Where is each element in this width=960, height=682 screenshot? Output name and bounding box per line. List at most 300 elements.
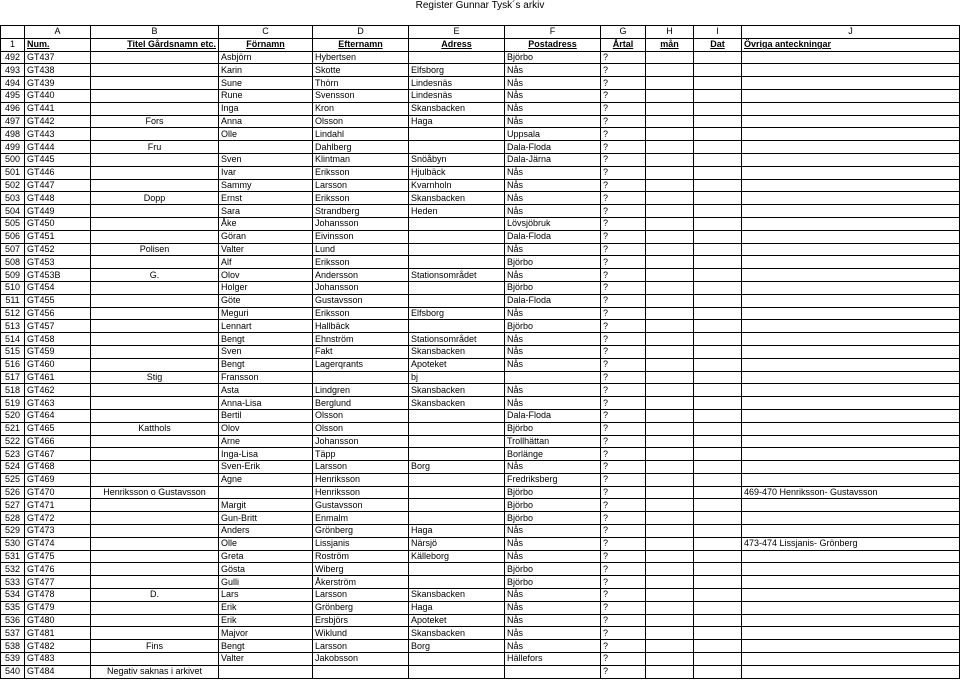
- table-row: [1, 230, 960, 243]
- postadress-cell: Nås: [505, 525, 601, 538]
- postadress-cell: Nås: [505, 269, 601, 282]
- man-cell: [646, 333, 694, 346]
- dat-cell: [694, 281, 742, 294]
- table-row: [1, 461, 960, 474]
- man-cell: [646, 307, 694, 320]
- num-cell: GT445: [25, 153, 91, 166]
- fornamn-cell: Anders: [219, 525, 313, 538]
- num-cell: GT461: [25, 371, 91, 384]
- efternamn-cell: Åkerström: [313, 576, 409, 589]
- adress-cell: Skansbacken: [409, 384, 505, 397]
- num-cell: GT468: [25, 461, 91, 474]
- adress-cell: [409, 448, 505, 461]
- postadress-cell: Nås: [505, 89, 601, 102]
- man-cell: [646, 281, 694, 294]
- adress-cell: Källeborg: [409, 550, 505, 563]
- fornamn-cell: Greta: [219, 550, 313, 563]
- column-letters-row: [1, 26, 960, 39]
- artal-cell: ?: [601, 409, 646, 422]
- column-letter: E: [409, 26, 505, 39]
- artal-cell: ?: [601, 51, 646, 64]
- row-number: 498: [1, 128, 25, 141]
- postadress-cell: Dala-Floda: [505, 230, 601, 243]
- postadress-cell: Borlänge: [505, 448, 601, 461]
- fornamn-cell: Inga: [219, 102, 313, 115]
- postadress-cell: Nås: [505, 640, 601, 653]
- efternamn-cell: Kron: [313, 102, 409, 115]
- ovriga-cell: [742, 665, 960, 678]
- efternamn-cell: Larsson: [313, 179, 409, 192]
- header-efternamn: Efternamn: [313, 38, 409, 51]
- num-cell: GT474: [25, 537, 91, 550]
- titel-cell: G.: [91, 269, 219, 282]
- num-cell: GT438: [25, 64, 91, 77]
- table-row: [1, 537, 960, 550]
- table-row: [1, 166, 960, 179]
- num-cell: GT472: [25, 512, 91, 525]
- fornamn-cell: Holger: [219, 281, 313, 294]
- titel-cell: Katthols: [91, 422, 219, 435]
- man-cell: [646, 205, 694, 218]
- table-row: [1, 192, 960, 205]
- postadress-cell: Nås: [505, 550, 601, 563]
- row-number: 526: [1, 486, 25, 499]
- man-cell: [646, 269, 694, 282]
- man-cell: [646, 512, 694, 525]
- artal-cell: ?: [601, 601, 646, 614]
- postadress-cell: Nås: [505, 345, 601, 358]
- efternamn-cell: Fakt: [313, 345, 409, 358]
- fornamn-cell: Karin: [219, 64, 313, 77]
- fornamn-cell: [219, 141, 313, 154]
- table-row: [1, 653, 960, 666]
- titel-cell: [91, 614, 219, 627]
- header-postadress: Postadress: [505, 38, 601, 51]
- titel-cell: [91, 64, 219, 77]
- dat-cell: [694, 397, 742, 410]
- row-number: 501: [1, 166, 25, 179]
- titel-cell: [91, 51, 219, 64]
- efternamn-cell: [313, 371, 409, 384]
- artal-cell: ?: [601, 537, 646, 550]
- table-row: [1, 205, 960, 218]
- postadress-cell: Nås: [505, 537, 601, 550]
- column-letter: I: [694, 26, 742, 39]
- adress-cell: Närsjö: [409, 537, 505, 550]
- dat-cell: [694, 512, 742, 525]
- titel-cell: Henriksson o Gustavsson: [91, 486, 219, 499]
- row-number: 503: [1, 192, 25, 205]
- man-cell: [646, 537, 694, 550]
- table-row: [1, 243, 960, 256]
- artal-cell: ?: [601, 665, 646, 678]
- artal-cell: ?: [601, 486, 646, 499]
- postadress-cell: Uppsala: [505, 128, 601, 141]
- ovriga-cell: [742, 409, 960, 422]
- adress-cell: Hjulbäck: [409, 166, 505, 179]
- table-row: [1, 550, 960, 563]
- man-cell: [646, 665, 694, 678]
- man-cell: [646, 153, 694, 166]
- column-letter: G: [601, 26, 646, 39]
- dat-cell: [694, 371, 742, 384]
- efternamn-cell: Henriksson: [313, 486, 409, 499]
- table-row: [1, 473, 960, 486]
- ovriga-cell: [742, 64, 960, 77]
- man-cell: [646, 435, 694, 448]
- ovriga-cell: [742, 217, 960, 230]
- table-row: [1, 115, 960, 128]
- artal-cell: ?: [601, 230, 646, 243]
- table-row: [1, 320, 960, 333]
- table-row: [1, 333, 960, 346]
- efternamn-cell: Lindgren: [313, 384, 409, 397]
- ovriga-cell: [742, 614, 960, 627]
- row-number: 524: [1, 461, 25, 474]
- table-row: [1, 601, 960, 614]
- row-number: 522: [1, 435, 25, 448]
- num-cell: GT448: [25, 192, 91, 205]
- adress-cell: Lindesnäs: [409, 77, 505, 90]
- titel-cell: [91, 320, 219, 333]
- ovriga-cell: 469-470 Henriksson- Gustavsson: [742, 486, 960, 499]
- postadress-cell: Björbo: [505, 320, 601, 333]
- postadress-cell: Nås: [505, 397, 601, 410]
- postadress-cell: Björbo: [505, 51, 601, 64]
- dat-cell: [694, 537, 742, 550]
- artal-cell: ?: [601, 473, 646, 486]
- titel-cell: [91, 448, 219, 461]
- efternamn-cell: Henriksson: [313, 473, 409, 486]
- efternamn-cell: Skotte: [313, 64, 409, 77]
- fornamn-cell: Majvor: [219, 627, 313, 640]
- table-row: [1, 281, 960, 294]
- artal-cell: ?: [601, 345, 646, 358]
- artal-cell: ?: [601, 435, 646, 448]
- num-cell: GT452: [25, 243, 91, 256]
- num-cell: GT441: [25, 102, 91, 115]
- adress-cell: [409, 653, 505, 666]
- titel-cell: Stig: [91, 371, 219, 384]
- num-cell: GT479: [25, 601, 91, 614]
- titel-cell: [91, 550, 219, 563]
- num-cell: GT444: [25, 141, 91, 154]
- fornamn-cell: Inga-Lisa: [219, 448, 313, 461]
- ovriga-cell: 473-474 Lissjanis- Grönberg: [742, 537, 960, 550]
- titel-cell: [91, 537, 219, 550]
- man-cell: [646, 461, 694, 474]
- postadress-cell: Dala-Floda: [505, 141, 601, 154]
- adress-cell: Haga: [409, 525, 505, 538]
- artal-cell: ?: [601, 333, 646, 346]
- num-cell: GT437: [25, 51, 91, 64]
- row-number: 529: [1, 525, 25, 538]
- efternamn-cell: Lagerqrants: [313, 358, 409, 371]
- row-number: 517: [1, 371, 25, 384]
- table-row: [1, 384, 960, 397]
- efternamn-cell: Johansson: [313, 217, 409, 230]
- row-number: 525: [1, 473, 25, 486]
- header-row: [1, 38, 960, 51]
- row-number: 510: [1, 281, 25, 294]
- postadress-cell: Nås: [505, 102, 601, 115]
- adress-cell: [409, 563, 505, 576]
- efternamn-cell: Hybertsen: [313, 51, 409, 64]
- num-cell: GT470: [25, 486, 91, 499]
- row-number: 505: [1, 217, 25, 230]
- dat-cell: [694, 473, 742, 486]
- titel-cell: [91, 307, 219, 320]
- row-number: 539: [1, 653, 25, 666]
- row-number: 532: [1, 563, 25, 576]
- man-cell: [646, 576, 694, 589]
- ovriga-cell: [742, 307, 960, 320]
- fornamn-cell: Gösta: [219, 563, 313, 576]
- man-cell: [646, 499, 694, 512]
- efternamn-cell: Täpp: [313, 448, 409, 461]
- artal-cell: ?: [601, 627, 646, 640]
- artal-cell: ?: [601, 358, 646, 371]
- postadress-cell: Nås: [505, 77, 601, 90]
- header-fornamn: Förnamn: [219, 38, 313, 51]
- fornamn-cell: Ivar: [219, 166, 313, 179]
- row-number: 538: [1, 640, 25, 653]
- ovriga-cell: [742, 384, 960, 397]
- man-cell: [646, 294, 694, 307]
- man-cell: [646, 64, 694, 77]
- column-letter: F: [505, 26, 601, 39]
- postadress-cell: Björbo: [505, 256, 601, 269]
- column-letter: A: [25, 26, 91, 39]
- adress-cell: [409, 230, 505, 243]
- row-number: 531: [1, 550, 25, 563]
- efternamn-cell: Olsson: [313, 409, 409, 422]
- adress-cell: [409, 576, 505, 589]
- titel-cell: [91, 512, 219, 525]
- row-number: 494: [1, 77, 25, 90]
- ovriga-cell: [742, 333, 960, 346]
- artal-cell: ?: [601, 192, 646, 205]
- dat-cell: [694, 256, 742, 269]
- adress-cell: [409, 486, 505, 499]
- adress-cell: [409, 51, 505, 64]
- postadress-cell: Nås: [505, 614, 601, 627]
- titel-cell: [91, 409, 219, 422]
- titel-cell: [91, 384, 219, 397]
- table-row: [1, 89, 960, 102]
- dat-cell: [694, 576, 742, 589]
- efternamn-cell: Gustavsson: [313, 499, 409, 512]
- artal-cell: ?: [601, 269, 646, 282]
- page-title: Register Gunnar Tysk´s arkiv: [415, 0, 545, 11]
- titel-cell: [91, 473, 219, 486]
- efternamn-cell: Olsson: [313, 115, 409, 128]
- dat-cell: [694, 601, 742, 614]
- artal-cell: ?: [601, 141, 646, 154]
- titel-cell: [91, 499, 219, 512]
- man-cell: [646, 128, 694, 141]
- num-cell: GT457: [25, 320, 91, 333]
- titel-cell: [91, 217, 219, 230]
- efternamn-cell: Johansson: [313, 281, 409, 294]
- fornamn-cell: Agne: [219, 473, 313, 486]
- postadress-cell: Björbo: [505, 563, 601, 576]
- efternamn-cell: Ersbjörs: [313, 614, 409, 627]
- row-number: 506: [1, 230, 25, 243]
- num-cell: GT453: [25, 256, 91, 269]
- titel-cell: [91, 333, 219, 346]
- efternamn-cell: Olsson: [313, 422, 409, 435]
- table-row: [1, 614, 960, 627]
- dat-cell: [694, 589, 742, 602]
- table-row: [1, 77, 960, 90]
- table-row: [1, 358, 960, 371]
- artal-cell: ?: [601, 576, 646, 589]
- efternamn-cell: Andersson: [313, 269, 409, 282]
- man-cell: [646, 115, 694, 128]
- fornamn-cell: Sammy: [219, 179, 313, 192]
- postadress-cell: Björbo: [505, 281, 601, 294]
- fornamn-cell: Sven-Erik: [219, 461, 313, 474]
- efternamn-cell: Grönberg: [313, 601, 409, 614]
- efternamn-cell: Jakobsson: [313, 653, 409, 666]
- artal-cell: ?: [601, 294, 646, 307]
- row-number: 537: [1, 627, 25, 640]
- row-number: 508: [1, 256, 25, 269]
- artal-cell: ?: [601, 512, 646, 525]
- efternamn-cell: Lund: [313, 243, 409, 256]
- ovriga-cell: [742, 77, 960, 90]
- ovriga-cell: [742, 499, 960, 512]
- num-cell: GT464: [25, 409, 91, 422]
- adress-cell: Skansbacken: [409, 345, 505, 358]
- row-number: 514: [1, 333, 25, 346]
- table-row: [1, 627, 960, 640]
- artal-cell: ?: [601, 153, 646, 166]
- man-cell: [646, 473, 694, 486]
- man-cell: [646, 448, 694, 461]
- artal-cell: ?: [601, 640, 646, 653]
- fornamn-cell: [219, 486, 313, 499]
- titel-cell: [91, 358, 219, 371]
- titel-cell: [91, 525, 219, 538]
- postadress-cell: Dala-Järna: [505, 153, 601, 166]
- man-cell: [646, 525, 694, 538]
- table-row: [1, 153, 960, 166]
- efternamn-cell: Eriksson: [313, 256, 409, 269]
- dat-cell: [694, 422, 742, 435]
- row-number: 502: [1, 179, 25, 192]
- column-letter: D: [313, 26, 409, 39]
- header-ovriga: Övriga anteckningar: [742, 38, 960, 51]
- register-table: [0, 25, 960, 679]
- table-row: [1, 435, 960, 448]
- row-number: 527: [1, 499, 25, 512]
- table-row: [1, 665, 960, 678]
- adress-cell: [409, 217, 505, 230]
- ovriga-cell: [742, 576, 960, 589]
- fornamn-cell: Rune: [219, 89, 313, 102]
- table-row: [1, 179, 960, 192]
- row-number: 523: [1, 448, 25, 461]
- fornamn-cell: Asbjörn: [219, 51, 313, 64]
- dat-cell: [694, 435, 742, 448]
- man-cell: [646, 589, 694, 602]
- dat-cell: [694, 230, 742, 243]
- adress-cell: [409, 281, 505, 294]
- dat-cell: [694, 89, 742, 102]
- adress-cell: Elfsborg: [409, 64, 505, 77]
- fornamn-cell: Fransson: [219, 371, 313, 384]
- efternamn-cell: Lissjanis: [313, 537, 409, 550]
- fornamn-cell: Gun-Britt: [219, 512, 313, 525]
- num-cell: GT473: [25, 525, 91, 538]
- fornamn-cell: Bertil: [219, 409, 313, 422]
- num-cell: GT440: [25, 89, 91, 102]
- efternamn-cell: Larsson: [313, 640, 409, 653]
- header-man: mån: [646, 38, 694, 51]
- efternamn-cell: Strandberg: [313, 205, 409, 218]
- num-cell: GT455: [25, 294, 91, 307]
- num-cell: GT476: [25, 563, 91, 576]
- num-cell: GT446: [25, 166, 91, 179]
- artal-cell: ?: [601, 102, 646, 115]
- fornamn-cell: Göte: [219, 294, 313, 307]
- artal-cell: ?: [601, 563, 646, 576]
- man-cell: [646, 179, 694, 192]
- ovriga-cell: [742, 640, 960, 653]
- efternamn-cell: Wiberg: [313, 563, 409, 576]
- ovriga-cell: [742, 435, 960, 448]
- table-row: [1, 141, 960, 154]
- ovriga-cell: [742, 461, 960, 474]
- column-letter: B: [91, 26, 219, 39]
- man-cell: [646, 384, 694, 397]
- artal-cell: ?: [601, 525, 646, 538]
- dat-cell: [694, 448, 742, 461]
- ovriga-cell: [742, 512, 960, 525]
- man-cell: [646, 89, 694, 102]
- table-row: [1, 589, 960, 602]
- adress-cell: [409, 320, 505, 333]
- ovriga-cell: [742, 422, 960, 435]
- dat-cell: [694, 550, 742, 563]
- man-cell: [646, 217, 694, 230]
- fornamn-cell: Olov: [219, 422, 313, 435]
- dat-cell: [694, 51, 742, 64]
- ovriga-cell: [742, 269, 960, 282]
- artal-cell: ?: [601, 397, 646, 410]
- num-cell: GT443: [25, 128, 91, 141]
- table-row: [1, 499, 960, 512]
- adress-cell: [409, 665, 505, 678]
- artal-cell: ?: [601, 461, 646, 474]
- dat-cell: [694, 627, 742, 640]
- ovriga-cell: [742, 525, 960, 538]
- man-cell: [646, 601, 694, 614]
- man-cell: [646, 256, 694, 269]
- num-cell: GT439: [25, 77, 91, 90]
- efternamn-cell: Larsson: [313, 461, 409, 474]
- artal-cell: ?: [601, 422, 646, 435]
- table-row: [1, 128, 960, 141]
- artal-cell: ?: [601, 307, 646, 320]
- ovriga-cell: [742, 115, 960, 128]
- fornamn-cell: Bengt: [219, 640, 313, 653]
- postadress-cell: Nås: [505, 358, 601, 371]
- postadress-cell: Björbo: [505, 499, 601, 512]
- adress-cell: Heden: [409, 205, 505, 218]
